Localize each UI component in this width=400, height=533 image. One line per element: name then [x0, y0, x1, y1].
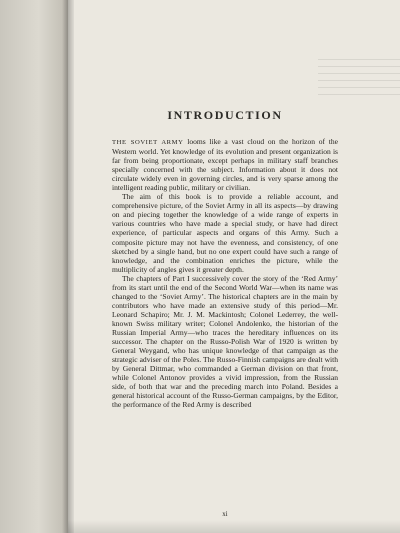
paragraph	[112, 192, 338, 273]
page-shadow	[68, 520, 400, 533]
paragraph	[112, 137, 338, 192]
show-through-text	[318, 55, 400, 95]
page-content	[112, 108, 338, 518]
paragraph-text: The aim of this book is to provide a reliable account, and comprehensive picture, of the Soviet Army in all its aspects—by drawing on and piecing together the knowledge of a wide range of experts in various countries who have made a special study, or have had direct experience, of particular aspects and organs of this Army. Such a composite picture may not have the evenness, and consistency, of one sketched by a single hand, but no one expert could have such a range of knowledge, and the combination enriches the picture, while the multiplicity of angles gives it greater depth.	[112, 192, 338, 274]
paragraph-text: The chapters of Part I successively cover the story of the ‘Red Army’ from its start until the end of the Second World War—when its name was changed to the ‘Soviet Army’. The historical chapters are in the main by contributors who have made an extensive study of this period—Mr. Leonard Schapiro; Mr. J. M. Mackintosh; Colonel Lederrey, the well-known Swiss military writer; Colonel Andolenko, the historian of the Russian Imperial Army—who traces the hereditary influences on its successor. The chapter on the Russo-Polish War of 1920 is written by General Weygand, who has unique knowledge of that campaign as the strategic adviser of the Poles. The Russo-Finnish campaigns are dealt with by General Dittmar, who commanded a German division on that front, while Colonel Antonov provides a vivid impression, from the Russian side, of both that war and the preceding march into Poland. Besides a general historical account of the Russo-German campaigns, by the Editor, the performance of the Red Army is described	[112, 273, 338, 410]
book-gutter	[62, 0, 74, 533]
opening-words: THE SOVIET ARMY	[112, 139, 184, 146]
page-title: INTRODUCTION	[167, 108, 283, 122]
page-number: xi	[222, 510, 228, 518]
facing-page-edge	[0, 0, 70, 533]
paragraph	[112, 274, 338, 410]
paragraph-text: looms like a vast cloud on the horizon of the Western world. Yet knowledge of its evolution and present organization is far from being proportionate, except perhaps in military staff branches specially concerned with the subject. Information about it does not circulate widely even in governing circles, and is very sparse among the intelligent reading public, military or civilian.	[112, 137, 338, 193]
